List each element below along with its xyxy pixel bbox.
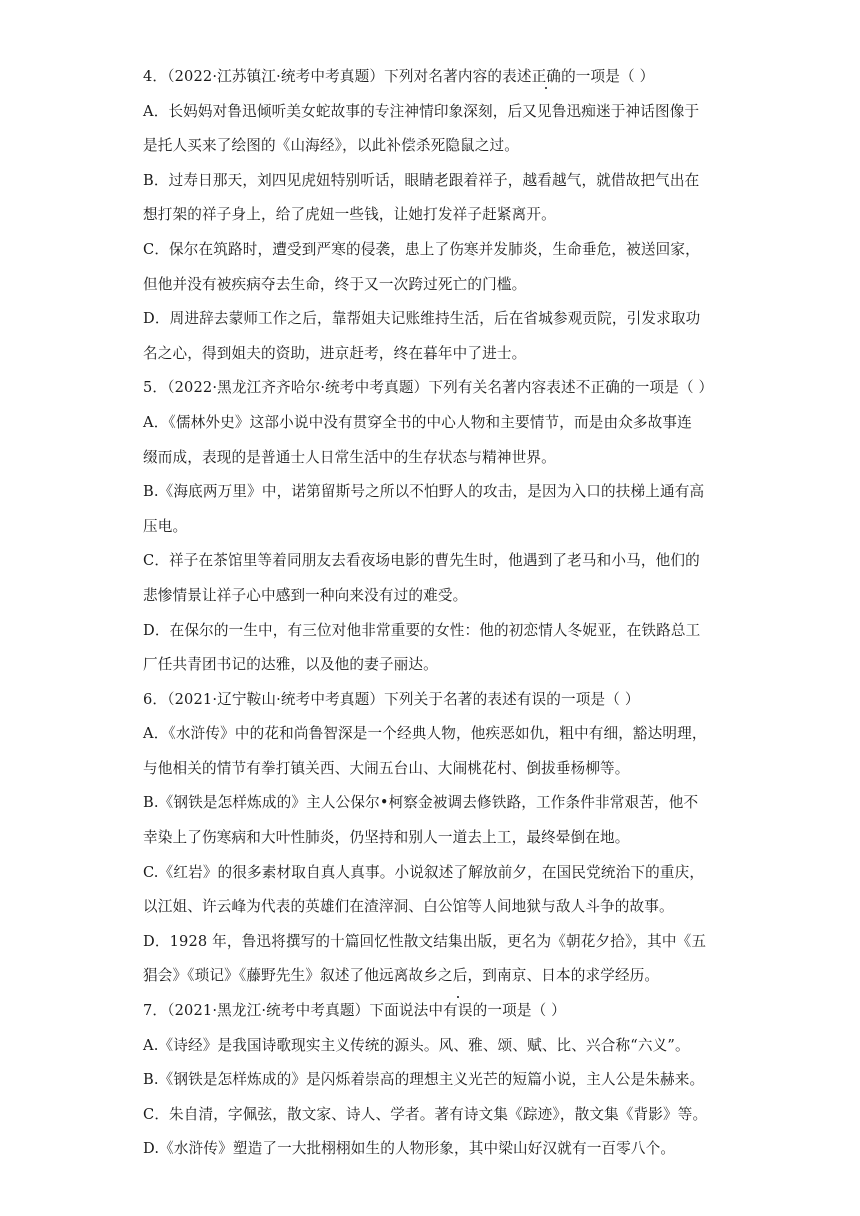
question-4-line: D．周进辞去蒙师工作之后，靠帮姐夫记账维持生活，后在省城参观贡院，引发求取功	[143, 310, 701, 328]
question-4-line: 是托人买来了绘图的《山海经》，以此补偿杀死隐鼠之过。	[143, 137, 520, 155]
question-7-line: D.《水浒传》塑造了一大批栩栩如生的人物形象，其中梁山好汉就有一百零八个。	[143, 1140, 676, 1158]
question-6-line: 猖会》《琐记》《藤野先生》叙述了他远离故乡之后，到南京、日本的求学经历。	[143, 967, 660, 985]
question-4-title-end: 的一项是（ ）	[561, 68, 655, 85]
question-page	[143, 66, 723, 1173]
question-5-line: 悲惨情景让祥子心中感到一种向来没有过的难受。	[143, 586, 468, 604]
question-6-line: A．《水浒传》中的花和尚鲁智深是一个经典人物，他疾恶如仇，粗中有细，豁达明理，	[143, 725, 707, 743]
question-4-line: C．保尔在筑路时，遭受到严寒的侵袭，患上了伤寒并发肺炎，生命垂危，被送回家，	[143, 240, 700, 258]
question-5-line: B.《海底两万里》中，诺第留斯号之所以不怕野人的攻击，是因为入口的扶梯上通有高	[143, 483, 705, 501]
question-5-line: 压电。	[143, 517, 188, 535]
question-4-line: B．过寿日那天，刘四见虎妞特别听话，眼睛老跟着祥子，越看越气，就借故把气出在	[143, 171, 700, 189]
question-4-emphasis: 正确	[531, 68, 562, 85]
question-7-line: C．朱自清，字佩弦，散文家、诗人、学者。著有诗文集《踪迹》，散文集《背影》等。	[143, 1105, 708, 1123]
question-5-line: C．祥子在茶馆里等着同朋友去看夜场电影的曹先生时，他遇到了老马和小马，他们的	[143, 552, 700, 570]
question-7-title-end: 的一项是（ ）	[472, 1002, 566, 1020]
question-4-line: 想打架的祥子身上，给了虎妞一些钱，让她打发祥子赶紧离开。	[143, 206, 556, 224]
question-5-title	[143, 377, 723, 412]
question-6-title-text: 6．（2021·辽宁鞍山·统考中考真题）下列关于名著的表述有误的一项是（ ）	[143, 690, 640, 708]
question-7-title	[143, 1000, 723, 1035]
question-5-line: A．《儒林外史》这部小说中没有贯穿全书的中心人物和主要情节，而是由众多故事连	[143, 413, 692, 431]
question-4-line: A．长妈妈对鲁迅倾听美女蛇故事的专注神情印象深刻，后又见鲁迅痴迷于神话图像于	[143, 102, 700, 120]
question-4-line: 但他并没有被疾病夺去生命，终于又一次跨过死亡的门槛。	[143, 275, 527, 293]
question-6-line: B.《钢铁是怎样炼成的》主人公保尔•柯察金被调去修铁路，工作条件非常艰苦，他不	[143, 794, 699, 812]
question-7-emphasis: 有误	[443, 1002, 473, 1020]
question-5-title-text: 5．（2022·黑龙江齐齐哈尔·统考中考真题）下列有关名著内容表述不正确的一项是（ ）	[143, 379, 714, 397]
question-6-title	[143, 689, 723, 724]
question-7-line: A.《诗经》是我国诗歌现实主义传统的源头。风、雅、颂、赋、比、兴合称“六义”。	[143, 1036, 690, 1054]
question-4-title-text: 4．（2022·江苏镇江·统考中考真题）下列对名著内容的表述	[143, 68, 532, 85]
question-4-line: 名之心，得到姐夫的资助，进京赶考，终在暮年中了进士。	[143, 344, 527, 362]
question-6-line: 与他相关的情节有拳打镇关西、大闹五台山、大闹桃花村、倒拔垂杨柳等。	[143, 759, 630, 777]
question-7-title-text: 7．（2021·黑龙江·统考中考真题）下面说法中	[143, 1002, 444, 1020]
question-6-line: 以江姐、许云峰为代表的英雄们在渣滓洞、白公馆等人间地狱与敌人斗争的故事。	[143, 898, 674, 916]
question-6-line: 幸染上了伤寒病和大叶性肺炎，仍坚持和别人一道去上工，最终晕倒在地。	[143, 829, 630, 847]
question-5-line: D．在保尔的一生中，有三位对他非常重要的女性：他的初恋情人冬妮亚，在铁路总工	[143, 621, 701, 639]
question-6-line: D．1928 年，鲁迅将撰写的十篇回忆性散文结集出版，更名为《朝花夕拾》，其中《五	[143, 932, 707, 950]
question-7-line: B.《钢铁是怎样炼成的》是闪烁着崇高的理想主义光芒的短篇小说，主人公是朱赫来。	[143, 1071, 705, 1089]
question-4-title	[143, 66, 723, 101]
question-5-line: 缀而成，表现的是普通士人日常生活中的生存状态与精神世界。	[143, 448, 556, 466]
question-6-line: C.《红岩》的很多素材取自真人真事。小说叙述了解放前夕，在国民党统治下的重庆，	[143, 863, 705, 881]
question-5-line: 厂任共青团书记的达雅，以及他的妻子丽达。	[143, 656, 438, 674]
